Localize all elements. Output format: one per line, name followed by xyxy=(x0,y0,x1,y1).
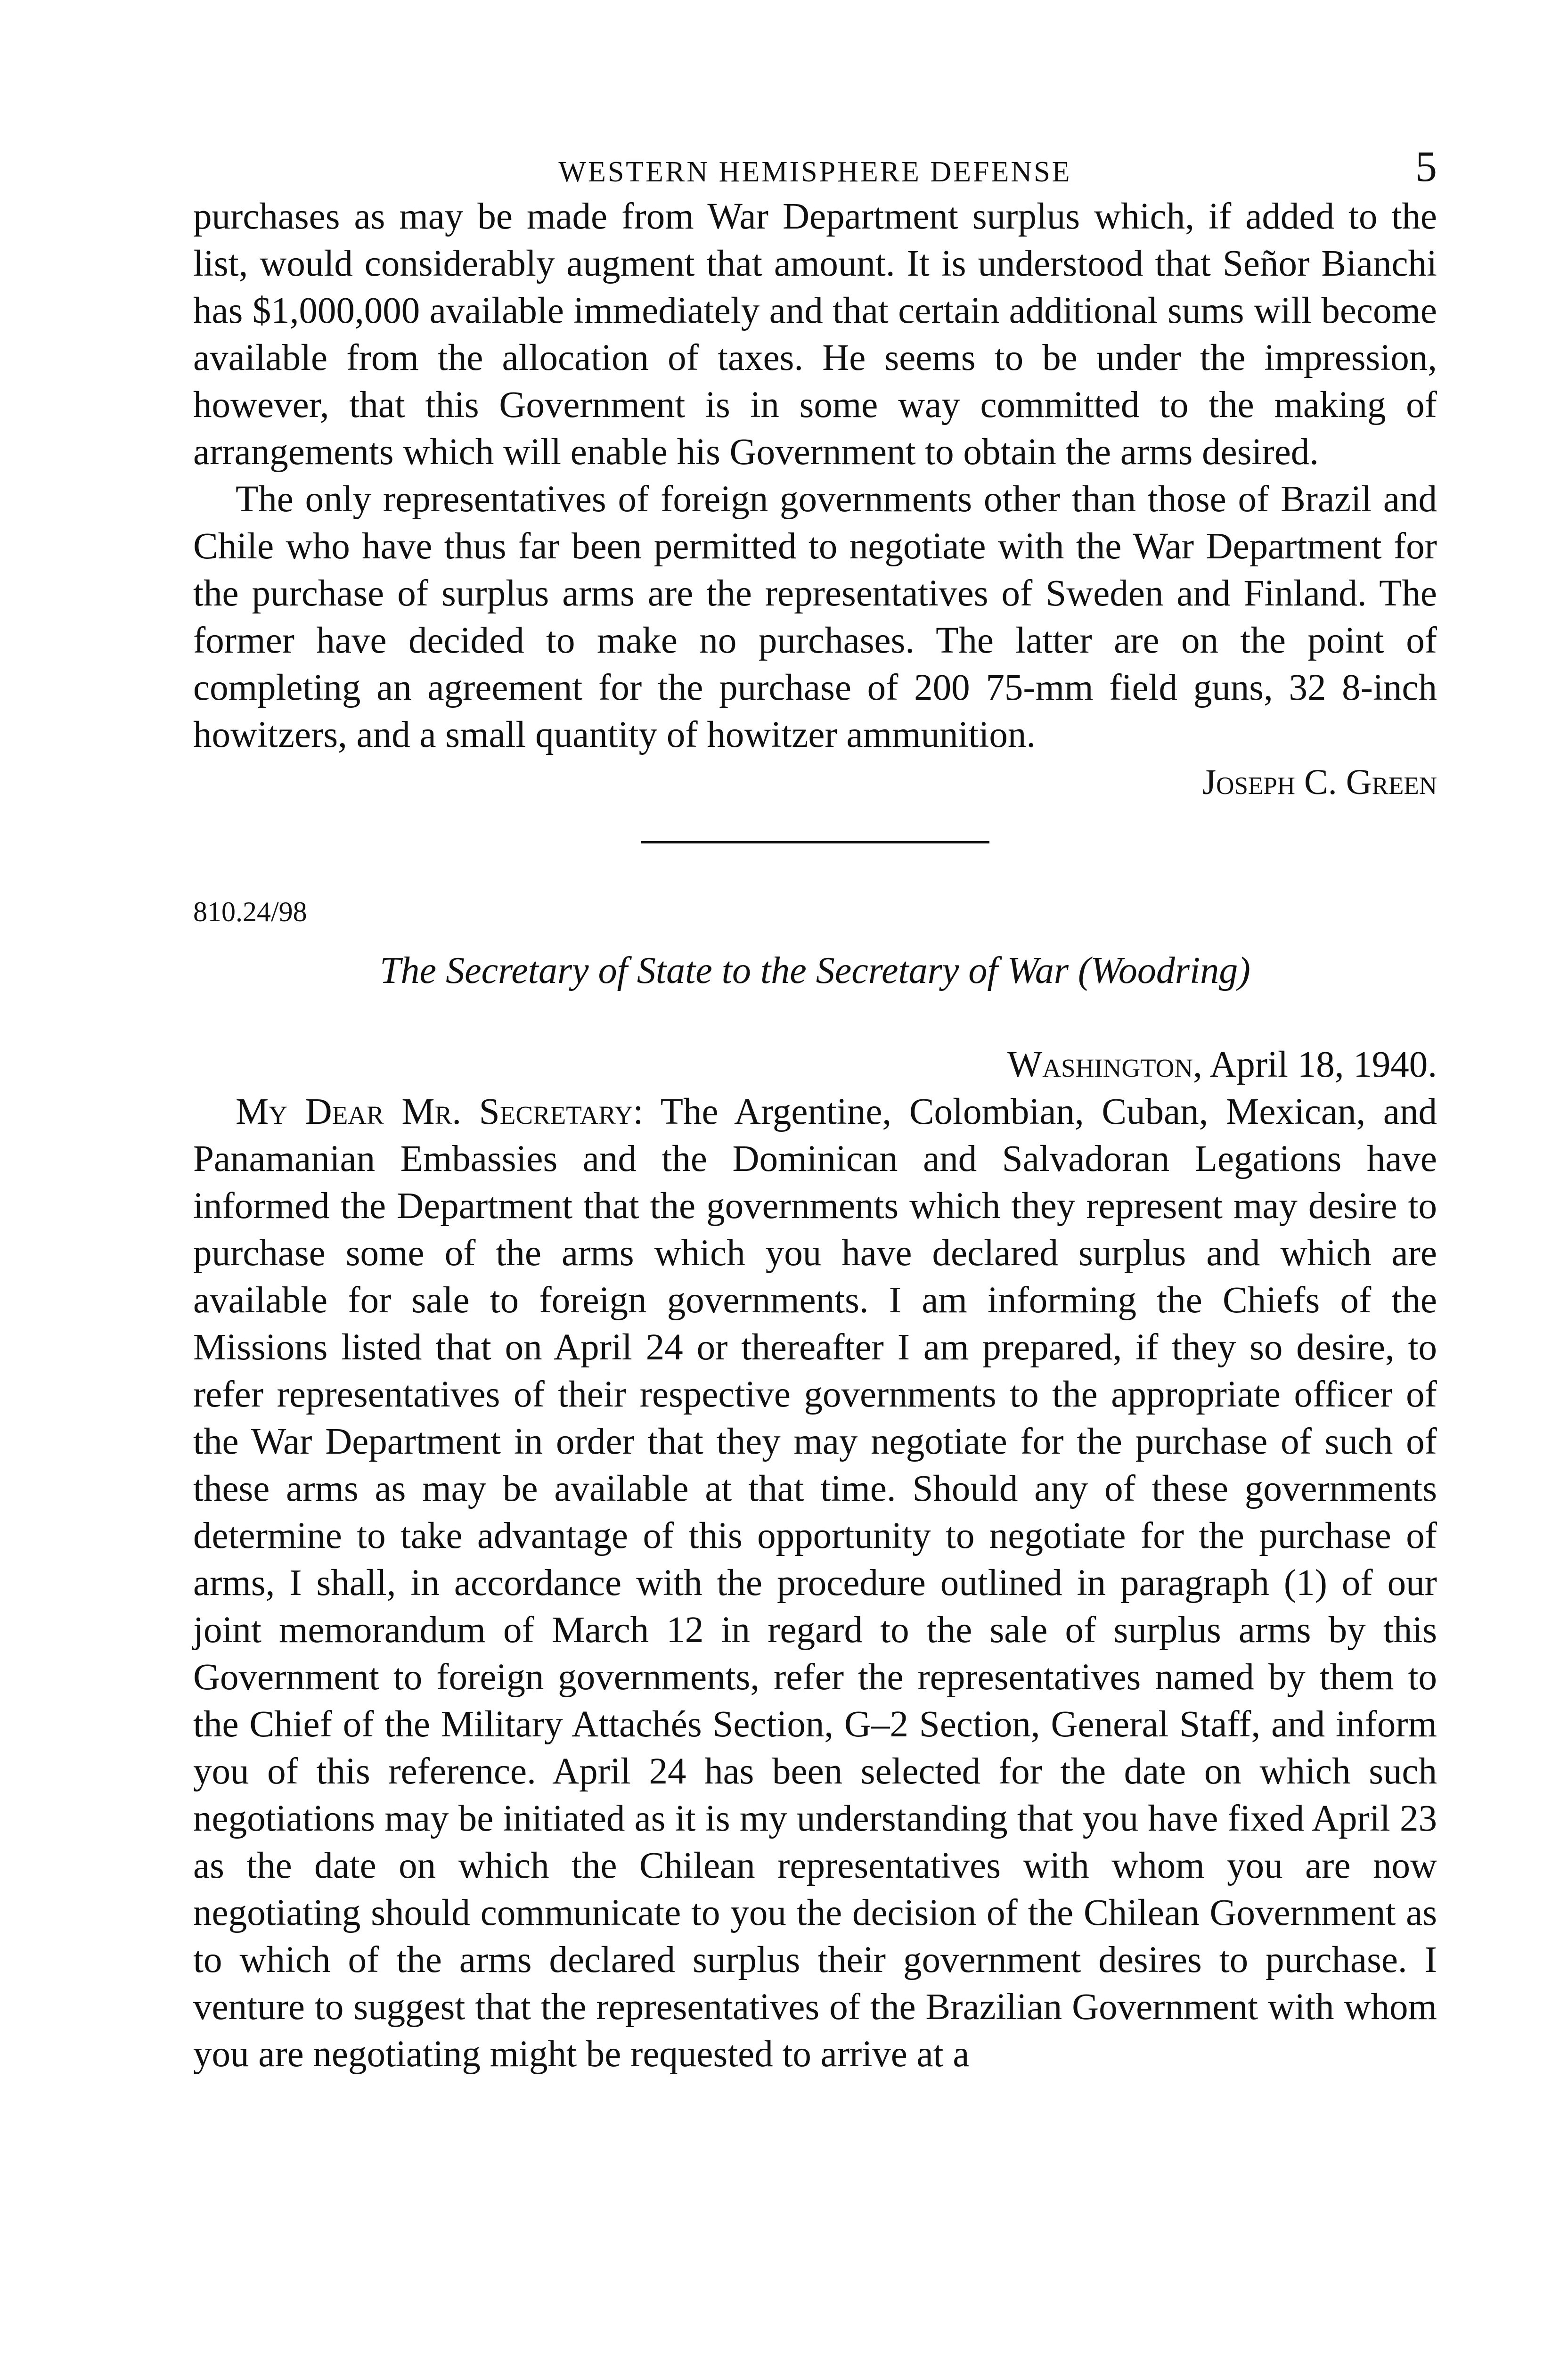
dateline-place: Washington, xyxy=(1007,1044,1202,1085)
file-number: 810.24/98 xyxy=(193,896,307,927)
page-number: 5 xyxy=(1415,142,1437,190)
running-title: WESTERN HEMISPHERE DEFENSE xyxy=(558,156,1072,188)
document-page xyxy=(193,141,1437,2078)
running-header xyxy=(193,141,1437,193)
continued-paragraph: purchases as may be made from War Department surplus which, if added to the list, would considerably augment that amount. It is understood that Señor Bianchi has $1,000,000 available immediately and that certain additional sums will become available from the allocation of taxes. He seems to be under the impression, however, that this Government is in some way committed to the making of arrangements which will enable his Government to obtain the arms desired. xyxy=(193,196,1437,473)
letter-body xyxy=(193,1088,1437,2078)
dateline xyxy=(193,1041,1437,1088)
salutation: My Dear Mr. Secretary: xyxy=(236,1091,644,1132)
letter-body-text: The Argentine, Colombian, Cuban, Mexican, and Panamanian Embassies and the Dominican and Salvadoran Legations have informed the Department that the governments which they represent may desire to purchase some of the arms which you have declared surplus and which are available for sale to foreign governments. I am informing the Chiefs of the Missions listed that on April 24 or thereafter I am prepared, if they so desire, to refer representatives of their respective governments to the appropriate officer of the War Department in order that they may negotiate for the purchase of such of these arms as may be available at that time. Should any of these governments determine to take advantage of this opportunity to negotiate for the purchase of arms, I shall, in accordance with the procedure outlined in paragraph (1) of our joint memorandum of March 12 in regard to the sale of surplus arms by this Government to foreign governments, refer the representatives named by them to the Chief of the Military Attachés Section, G–2 Section, General Staff, and inform you of this reference. April 24 has been selected for the date on which such negotiations may be initiated as it is my understanding that you have fixed April 23 as the date on which the Chilean representatives with whom you are now negotiating should communicate to you the decision of the Chilean Government as to which of the arms declared surplus their government desires to purchase. I venture to suggest that the representatives of the Brazilian Government with whom you are negotiating might be requested to arrive at a xyxy=(193,1091,1437,2075)
signature: Joseph C. Green xyxy=(1202,762,1437,802)
section-divider xyxy=(641,841,989,843)
document-title: The Secretary of State to the Secretary of War (Woodring) xyxy=(380,950,1250,991)
paragraph: The only representatives of foreign governments other than those of Brazil and Chile who have thus far been permitted to negotiate with the War Department for the purchase of surplus arms are the representatives of Sweden and Finland. The former have decided to make no purchases. The latter are on the point of completing an agreement for the purchase of 200 75-mm field guns, 32 8-inch howitzers, and a small quantity of howitzer ammunition. xyxy=(193,479,1437,755)
dateline-date: April 18, 1940. xyxy=(1202,1044,1437,1085)
